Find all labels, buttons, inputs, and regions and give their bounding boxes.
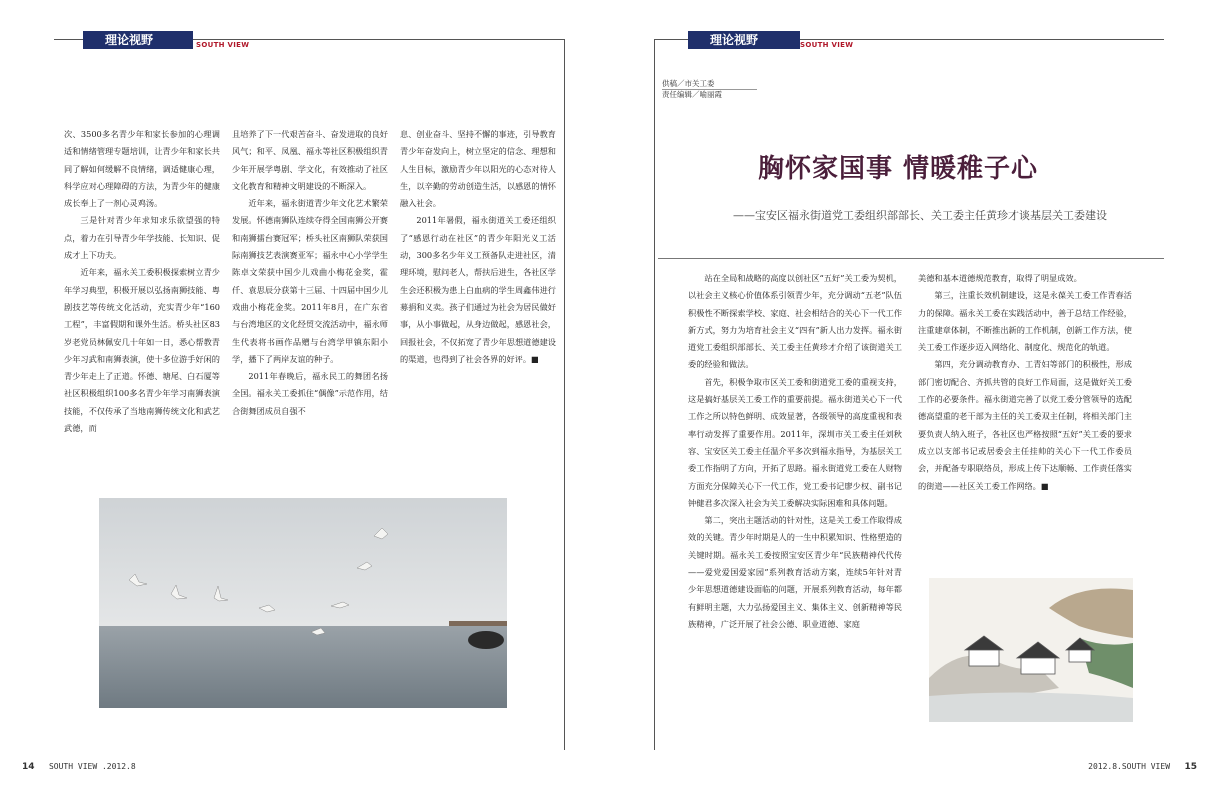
paragraph: 次、3500多名青少年和家长参加的心理调适和情绪管理专题培训，让青少年和家长共同了解如何缓解不良情绪，调适健康心理，科学应对心理障碍的方法，为青少年的健康成长奉上了一剂心灵鸡汤。	[64, 129, 220, 209]
editor-credit: 责任编辑／喻丽霞	[662, 90, 722, 99]
paragraph: 第四，充分调动教育办、工青妇等部门的积极性，形成部门密切配合、齐抓共管的良好工作局面，这是做好关工委工作的必要条件。福永街道完善了以党工委分管领导的选配德高望重的老干部为主任的关工委双主任制，将相关部门主要负责人纳入班子，各社区也严格按照“五好”关工委的要求成立以支部书记或居委会主任挂帅的关心下一代工作委员会，并配备专职联络员，形成上传下达顺畅、工作责任落实的街道——社区关工委工作网络。■	[918, 359, 1132, 491]
supply-credit: 供稿／市关工委	[662, 79, 715, 88]
article-headline: 胸怀家国事 情暖稚子心	[757, 154, 1039, 184]
folio-text: 2012.8.SOUTH VIEW	[1088, 762, 1171, 771]
paragraph: 近年来，福永关工委积极探索树立青少年学习典型，积极开展以弘扬南狮技能、粤剧技艺等传统文化活动，充实青少年“160工程”，丰富假期和课外生活。桥头社区83岁老党员林佩安几十年如一日，悉心帮教青少年习武和南狮表演，使十多位游手好闲的青少年走上了正道。怀德、塘尾、白石厦等社区积极组织100多名青少年学习南狮表演技能，不仅传承了当地南狮传统文化和武艺武德，而	[64, 267, 220, 434]
paragraph: 第三，注重长效机制建设，这是永葆关工委工作青春活力的保障。福永关工委在实践活动中，善于总结工作经验，注重建章体制，不断推出新的工作机制，创新工作方法，使关工委工作逐步迈入网络化、制度化、规范化的轨道。	[918, 290, 1132, 353]
south-view-label: SOUTH VIEW	[800, 41, 854, 49]
text-column-1	[64, 126, 220, 437]
paragraph: 近年来，福永街道青少年文化艺术繁荣发展。怀德南狮队连续夺得全国南狮公开赛和南狮擂台赛冠军；桥头社区南狮队荣获国际南狮技艺表演赛亚军；福永中心小学学生陈卓文荣获中国少儿戏曲小梅花金奖，霍仟、袁思辰分获第十三届、十四届中国少儿戏曲小梅花金奖。2011年8月，在广东省与台湾地区的文化经贸交流活动中，福永师生代表将书画作品赠与台湾学甲镇东阳小学，播下了两岸友谊的种子。	[232, 198, 388, 364]
credits-divider	[662, 89, 757, 90]
text-column-1	[688, 270, 902, 633]
text-column-2	[232, 126, 388, 420]
page-border	[564, 39, 565, 750]
page-border	[654, 39, 655, 750]
south-view-label: SOUTH VIEW	[196, 41, 250, 49]
section-tab: 理论视野	[83, 31, 193, 49]
page-folio	[22, 762, 136, 772]
section-tab: 理论视野	[688, 31, 800, 49]
paragraph: 第二，突出主题活动的针对性，这是关工委工作取得成效的关键。青少年时期是人的一生中积累知识、性格塑造的关键时期。福永关工委按照宝安区青少年“民族精神代代传——爱党爱国爱家园”系列教育活动方案，连续5年针对青少年思想道德建设面临的问题，开展系列教育活动，每年都有鲜明主题，大力弘扬爱国主义、集体主义、创新精神等民族精神，广泛开展了社会公德、职业道德、家庭	[688, 515, 902, 629]
page-number: 15	[1184, 762, 1197, 772]
folio-text: SOUTH VIEW .2012.8	[48, 762, 136, 771]
landscape-painting	[929, 578, 1133, 722]
paragraph: 且培养了下一代艰苦奋斗、奋发进取的良好风气；和平、凤凰、福永等社区积极组织青少年开展学粤剧、学文化，有效推动了社区文化教育和精神文明建设的不断深入。	[232, 129, 388, 191]
egrets-photo	[99, 498, 507, 708]
page-number: 14	[22, 762, 35, 772]
paragraph: 2011年春晚后，福永民工的舞团名扬全国。福永关工委抓住“偶像”示范作用，结合街舞团成员自强不	[232, 371, 388, 416]
article-subhead: ——宝安区福永街道党工委组织部部长、关工委主任黄珍才谈基层关工委建设	[733, 209, 1107, 222]
paragraph: 站在全局和战略的高度以创社区“五好”关工委为契机，以社会主义核心价值体系引领青少年，充分调动“五老”队伍积极性不断探索学校、家庭、社会相结合的关心下一代工作新方式，努力为培育社会主义“四有”新人出力发挥。福永街道党工委组织部部长、关工委主任黄珍才介绍了该街道关工委的经验和做法。	[688, 273, 902, 370]
text-column-2	[918, 270, 1132, 495]
body-rule	[658, 258, 1164, 259]
text-column-3	[400, 126, 556, 368]
page-folio	[1088, 762, 1197, 772]
paragraph: 2011年暑假，福永街道关工委还组织了“感恩行动在社区”的青少年阳光义工活动，300多名少年义工预备队走进社区，清理环境，慰问老人，帮扶后进生，各社区学生会还积极为患上白血病的学生周鑫伟进行募捐和义卖。孩子们通过为社会为居民做好事，从小事做起，从身边做起，感恩社会，回报社会，不仅拓宽了青少年思想道德建设的渠道，也得到了社会各界的好评。■	[400, 215, 556, 364]
paragraph: 息、创业奋斗、坚持不懈的事迹，引导教育青少年奋发向上，树立坚定的信念、理想和人生目标，激励青少年以阳光的心态对待人生，以辛勤的劳动创造生活，以感恩的情怀融入社会。	[400, 129, 556, 209]
paragraph: 美德和基本道德规范教育，取得了明显成效。	[918, 273, 1082, 283]
left-page	[0, 0, 600, 788]
paragraph: 三是针对青少年求知求乐欲望强的特点，着力在引导青少年学技能、长知识、促成才上下功夫。	[64, 215, 220, 261]
right-page	[620, 0, 1219, 788]
paragraph: 首先，积极争取市区关工委和街道党工委的重视支持，这是搞好基层关工委工作的重要前提。福永街道关心下一代工作之所以特色鲜明、成效显著，各级领导的高度重视和表率行动发挥了重要作用。2011年，深圳市关工委主任刘秋容、宝安区关工委主任温介平多次到福永指导，为基层关工委工作指明了方向，开拓了思路。福永街道党工委在人财物方面充分保障关心下一代工作，党工委书记廖少权、副书记钟健君多次深入社会为关工委解决实际困难和具体问题。	[688, 376, 902, 508]
